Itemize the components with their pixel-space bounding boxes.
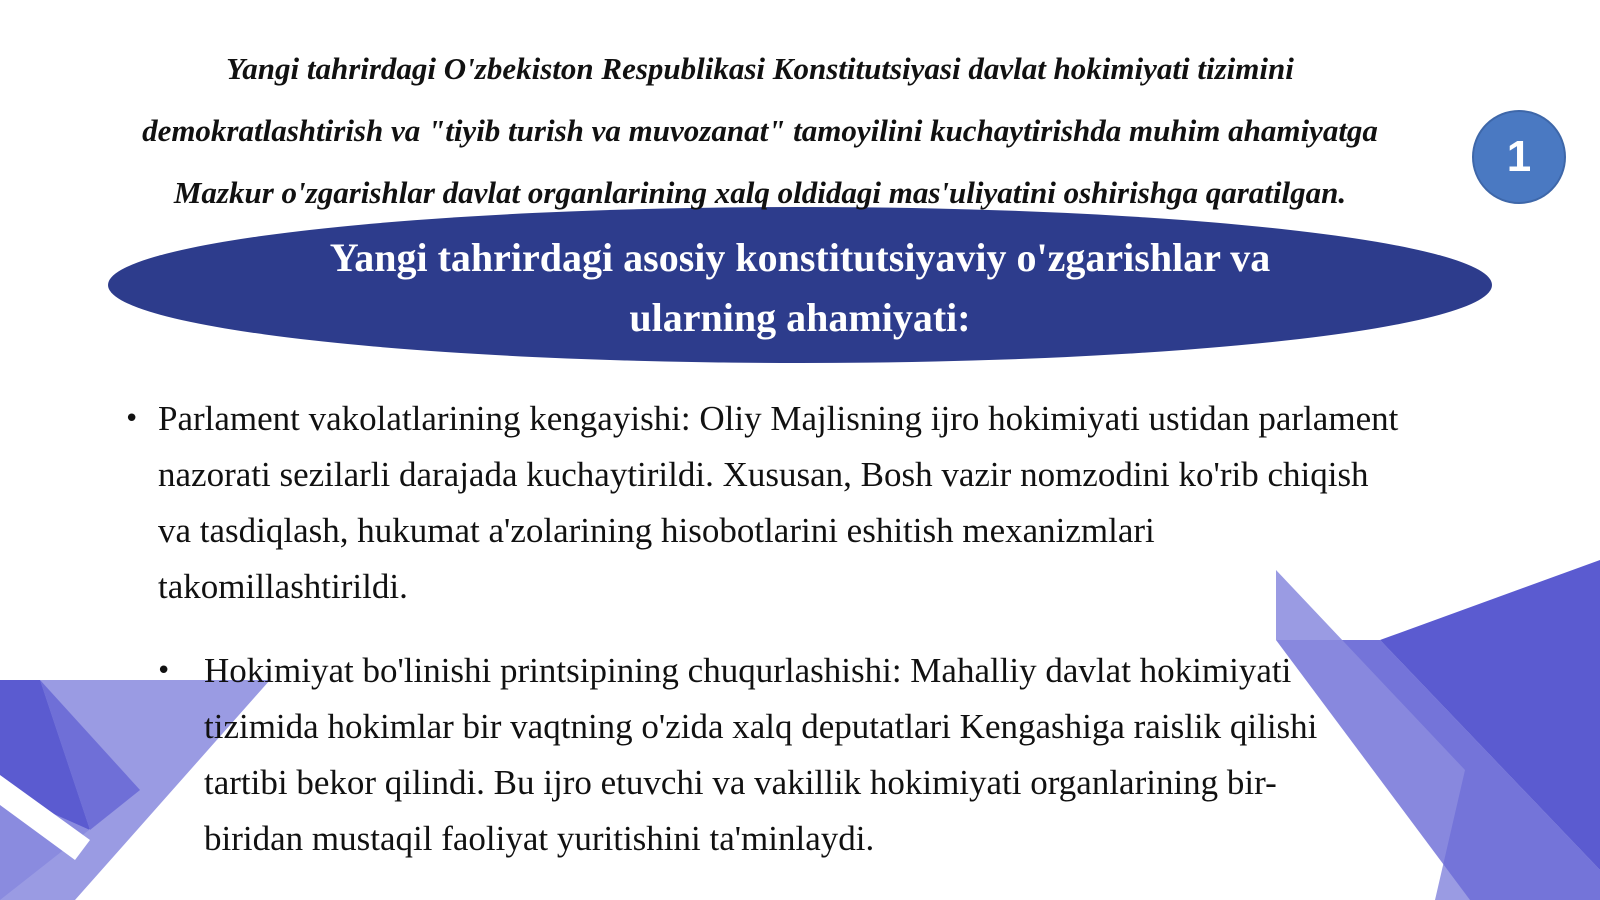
bullet-line: tizimida hokimlar bir vaqtning o'zida xalq deputatlari Kengashiga raislik qilishi xyxy=(204,707,1318,746)
intro-paragraph xyxy=(40,38,1480,224)
bullet-line: tartibi bekor qilindi. Bu ijro etuvchi va vakillik hokimiyati organlarining bir- xyxy=(204,763,1277,802)
bullet-line: takomillashtirildi. xyxy=(158,567,408,606)
bullet-line: va tasdiqlash, hukumat a'zolarining hisobotlarini eshitish mexanizmlari xyxy=(158,511,1155,550)
section-title-line: ularning ahamiyati: xyxy=(629,295,971,340)
bullet-item-separation-of-powers xyxy=(156,643,1484,867)
bullet-marker: • xyxy=(156,656,172,686)
bullet-line: Parlament vakolatlarining kengayishi: Oliy Majlisning ijro hokimiyati ustidan parlament xyxy=(158,399,1399,438)
section-title-line: Yangi tahrirdagi asosiy konstitutsiyaviy o'zgarishlar va xyxy=(329,235,1271,280)
bullet-line: nazorati sezilarli darajada kuchaytirildi. Xususan, Bosh vazir nomzodini ko'rib chiqish xyxy=(158,455,1369,494)
bullet-marker: • xyxy=(124,404,140,434)
bullet-line: biridan mustaqil faoliyat yuritishini ta'minlaydi. xyxy=(204,819,875,858)
intro-line: Yangi tahrirdagi O'zbekiston Respublikasi Konstitutsiyasi davlat hokimiyati tizimini xyxy=(226,51,1294,86)
intro-line: demokratlashtirish va "tiyib turish va muvozanat" tamoyilini kuchaytirishda muhim ahamiyatga xyxy=(142,113,1378,148)
bullet-line: Hokimiyat bo'linishi printsipining chuqurlashishi: Mahalliy davlat hokimiyati xyxy=(204,651,1292,690)
intro-line: Mazkur o'zgarishlar davlat organlarining xalq oldidagi mas'uliyatini oshirishga qaratilgan. xyxy=(173,175,1347,210)
bullet-item-parliament xyxy=(124,391,1578,615)
section-title xyxy=(108,228,1492,348)
slide-number-badge: 1 xyxy=(1472,110,1566,204)
